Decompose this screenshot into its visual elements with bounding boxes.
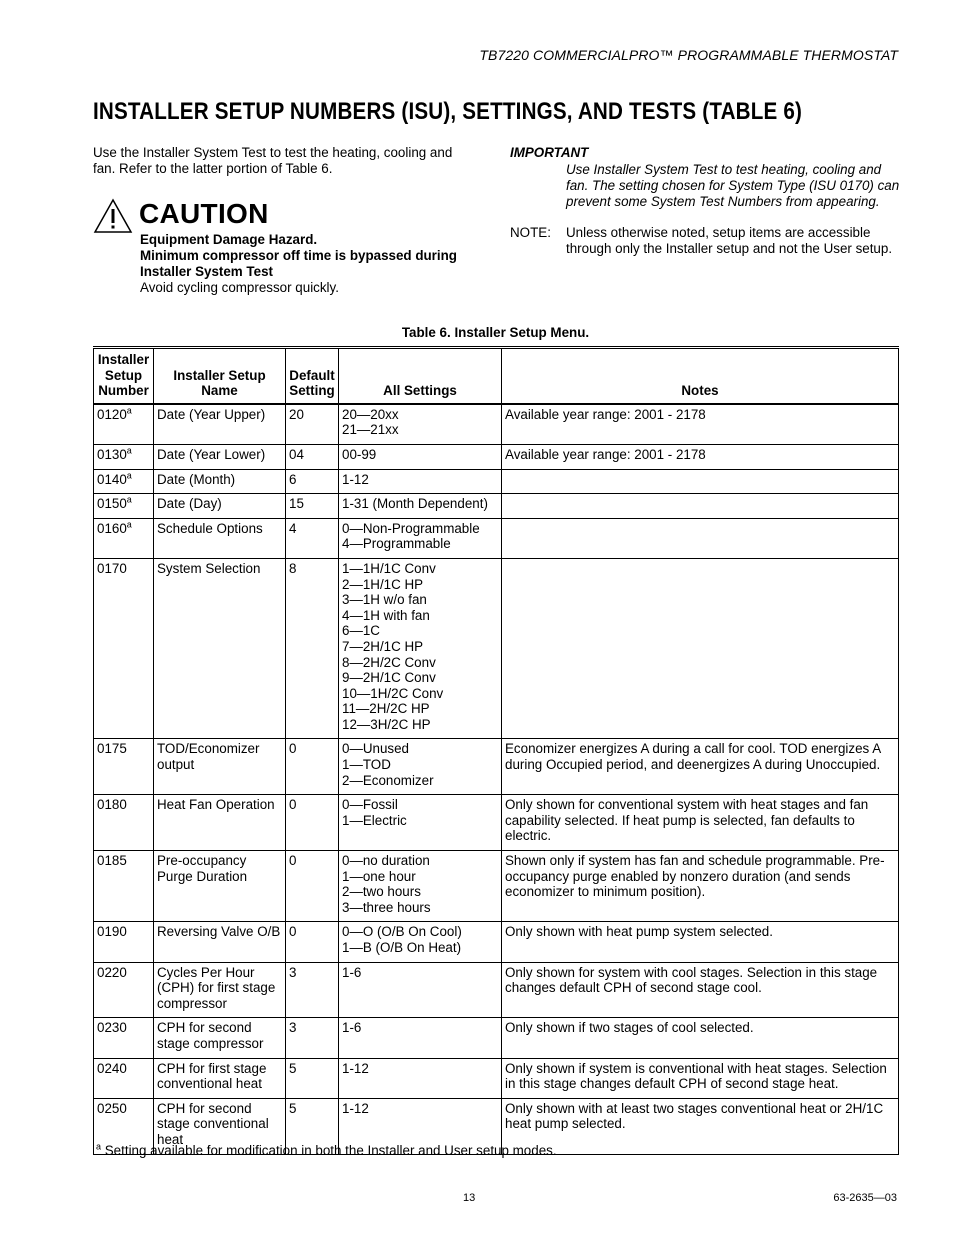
setup-number: 0180 xyxy=(97,797,127,813)
notes-cell: Available year range: 2001 - 2178 xyxy=(502,444,899,469)
setting-option: 2—two hours xyxy=(342,884,421,900)
setup-number-cell xyxy=(94,494,154,519)
setting-option: 0—no duration xyxy=(342,853,430,869)
notes-cell: Shown only if system has fan and schedule programmable. Pre-occupancy purge enabled by nonzero duration (and sends economizer to minimum position). xyxy=(502,851,899,922)
setting-option: 4—1H with fan xyxy=(342,607,430,623)
setup-number-cell xyxy=(94,518,154,558)
default-setting-cell: 0 xyxy=(286,922,339,962)
footnote-ref: a xyxy=(126,519,132,530)
setup-number: 0240 xyxy=(97,1060,127,1076)
setup-name-cell: TOD/Economizer output xyxy=(154,739,286,795)
setting-option: 1—one hour xyxy=(342,868,416,884)
setting-option: 8—2H/2C Conv xyxy=(342,654,436,670)
setup-number-cell xyxy=(94,962,154,1018)
setup-name-cell: Schedule Options xyxy=(154,518,286,558)
setup-name-cell: Heat Fan Operation xyxy=(154,795,286,851)
setting-option: 1-31 (Month Dependent) xyxy=(342,496,488,512)
notes-cell: Only shown with at least two stages conventional heat or 2H/1C heat pump selected. xyxy=(502,1098,899,1154)
notes-cell: Only shown for conventional system with heat stages and fan capability selected. If heat pump is selected, fan defaults to electric. xyxy=(502,795,899,851)
setting-option: 1—TOD xyxy=(342,757,391,773)
all-settings-cell xyxy=(339,1058,502,1098)
setup-name-cell: Reversing Valve O/B xyxy=(154,922,286,962)
setting-option: 3—three hours xyxy=(342,899,431,915)
table-row xyxy=(94,851,899,922)
table-body xyxy=(94,404,899,1154)
note-label: NOTE: xyxy=(510,225,551,240)
table-row xyxy=(94,1058,899,1098)
right-column xyxy=(510,145,905,257)
all-settings-cell xyxy=(339,444,502,469)
setup-number: 0190 xyxy=(97,924,127,940)
setting-option: 1-12 xyxy=(342,471,369,487)
setting-option: 1—1H/1C Conv xyxy=(342,560,436,576)
setup-number-cell xyxy=(94,558,154,739)
default-setting-cell: 20 xyxy=(286,404,339,445)
default-setting-cell: 3 xyxy=(286,962,339,1018)
setting-option: 1-12 xyxy=(342,1060,369,1076)
all-settings-cell xyxy=(339,469,502,494)
note xyxy=(510,225,905,257)
notes-cell xyxy=(502,494,899,519)
setup-number-cell xyxy=(94,851,154,922)
table-row xyxy=(94,962,899,1018)
footnote-ref: a xyxy=(126,405,132,416)
footnote-marker: a xyxy=(96,1141,102,1152)
all-settings-cell xyxy=(339,739,502,795)
caution-body xyxy=(140,232,490,296)
all-settings-cell xyxy=(339,558,502,739)
setup-number-cell xyxy=(94,404,154,445)
setting-option: 1—B (O/B On Heat) xyxy=(342,940,462,955)
notes-cell: Available year range: 2001 - 2178 xyxy=(502,404,899,445)
setup-number: 0130 xyxy=(97,446,127,462)
setting-option: 21—21xx xyxy=(342,422,399,438)
notes-cell: Only shown for system with cool stages. Selection in this stage changes default CPH of second stage cool. xyxy=(502,962,899,1018)
footnote-ref: a xyxy=(126,470,132,481)
setup-name-cell: Date (Day) xyxy=(154,494,286,519)
setup-name-cell: CPH for first stage conventional heat xyxy=(154,1058,286,1098)
notes-cell: Only shown with heat pump system selected. xyxy=(502,922,899,962)
caution-heading: CAUTION xyxy=(139,198,269,229)
notes-cell: Only shown if system is conventional with heat stages. Selection in this stage changes default CPH of second stage heat. xyxy=(502,1058,899,1098)
setup-name-cell: Date (Month) xyxy=(154,469,286,494)
footnote xyxy=(96,1143,557,1158)
setup-number-cell xyxy=(94,1018,154,1058)
table-row xyxy=(94,518,899,558)
table-row xyxy=(94,922,899,962)
default-setting-cell: 0 xyxy=(286,739,339,795)
caution-line-2: Minimum compressor off time is bypassed during Installer System Test xyxy=(140,248,457,279)
setup-number: 0150 xyxy=(97,496,127,512)
warning-triangle-icon xyxy=(93,198,133,234)
setting-option: 1—Electric xyxy=(342,812,407,828)
setup-number-cell xyxy=(94,922,154,962)
setup-name-cell: Pre-occupancy Purge Duration xyxy=(154,851,286,922)
setup-name-cell: CPH for second stage conventional heat xyxy=(154,1098,286,1154)
setup-name-cell: Date (Year Upper) xyxy=(154,404,286,445)
setting-option: 1-6 xyxy=(342,1020,362,1036)
setting-option: 1-6 xyxy=(342,964,362,980)
setup-name-cell: System Selection xyxy=(154,558,286,739)
footnote-text: Setting available for modification in both the Installer and User setup modes. xyxy=(104,1143,557,1158)
default-setting-cell: 5 xyxy=(286,1058,339,1098)
table-row xyxy=(94,795,899,851)
setting-option: 10—1H/2C Conv xyxy=(342,685,444,701)
notes-cell xyxy=(502,469,899,494)
setup-number-cell xyxy=(94,444,154,469)
all-settings-cell xyxy=(339,1018,502,1058)
table-header-row xyxy=(94,348,899,404)
default-setting-cell: 5 xyxy=(286,1098,339,1154)
setting-option: 3—1H w/o fan xyxy=(342,592,427,608)
important-text: Use Installer System Test to test heating, cooling and fan. The setting chosen for System Type (ISU 0170) can prevent some System Test Numbers from appearing. xyxy=(566,162,900,209)
setup-number: 0140 xyxy=(97,471,127,487)
column-header: Default Setting xyxy=(286,348,339,404)
setup-number-cell xyxy=(94,795,154,851)
setting-option: 6—1C xyxy=(342,623,380,639)
all-settings-cell xyxy=(339,518,502,558)
setup-number-cell xyxy=(94,469,154,494)
setting-option: 20—20xx xyxy=(342,406,399,422)
setup-number: 0185 xyxy=(97,853,127,869)
setup-number: 0175 xyxy=(97,741,127,757)
default-setting-cell: 6 xyxy=(286,469,339,494)
notes-cell: Economizer energizes A during a call for cool. TOD energizes A during Occupied period, and deenergizes A during Unoccupied. xyxy=(502,739,899,795)
setup-number: 0230 xyxy=(97,1020,127,1036)
setup-name-cell: Date (Year Lower) xyxy=(154,444,286,469)
note-text: Unless otherwise noted, setup items are accessible through only the Installer setup and not the User setup. xyxy=(566,225,893,256)
setup-number-cell xyxy=(94,739,154,795)
setting-option: 00-99 xyxy=(342,446,377,462)
setting-option: 2—1H/1C HP xyxy=(342,576,424,592)
table-row xyxy=(94,404,899,445)
setup-number: 0170 xyxy=(97,560,127,576)
default-setting-cell: 15 xyxy=(286,494,339,519)
setting-option: 4—Programmable xyxy=(342,536,451,552)
setting-option: 11—2H/2C HP xyxy=(342,701,430,717)
setup-number-cell xyxy=(94,1058,154,1098)
running-header: TB7220 COMMERCIALPRO™ PROGRAMMABLE THERMOSTAT xyxy=(479,47,898,63)
setting-option: 9—2H/1C Conv xyxy=(342,670,436,686)
all-settings-cell xyxy=(339,494,502,519)
setting-option: 2—Economizer xyxy=(342,772,434,788)
setting-option: 0—Unused xyxy=(342,741,409,757)
all-settings-cell xyxy=(339,795,502,851)
default-setting-cell: 0 xyxy=(286,851,339,922)
setup-number: 0220 xyxy=(97,964,127,980)
setting-option: 0—Non-Programmable xyxy=(342,520,480,536)
column-header: Installer Setup Name xyxy=(154,348,286,404)
table-row xyxy=(94,739,899,795)
setting-option: 12—3H/2C HP xyxy=(342,716,431,732)
table-row xyxy=(94,469,899,494)
table-row xyxy=(94,494,899,519)
all-settings-cell xyxy=(339,404,502,445)
installer-setup-table xyxy=(93,346,899,1155)
document-number: 63-2635—03 xyxy=(833,1192,897,1204)
notes-cell xyxy=(502,518,899,558)
setup-number: 0120 xyxy=(97,406,127,422)
all-settings-cell xyxy=(339,851,502,922)
default-setting-cell: 4 xyxy=(286,518,339,558)
default-setting-cell: 3 xyxy=(286,1018,339,1058)
caution-line-1: Equipment Damage Hazard. xyxy=(140,232,318,247)
notes-cell xyxy=(502,558,899,739)
column-header: Notes xyxy=(502,348,899,404)
setting-option: 1-12 xyxy=(342,1100,369,1116)
intro-paragraph: Use the Installer System Test to test the heating, cooling and fan. Refer to the latter portion of Table 6. xyxy=(93,145,453,176)
column-header: Installer Setup Number xyxy=(94,348,154,404)
setting-option: 7—2H/1C HP xyxy=(342,638,424,654)
table-caption: Table 6. Installer Setup Menu. xyxy=(401,325,590,340)
notes-cell: Only shown if two stages of cool selected. xyxy=(502,1018,899,1058)
important-label: IMPORTANT xyxy=(510,145,589,160)
default-setting-cell: 0 xyxy=(286,795,339,851)
default-setting-cell: 8 xyxy=(286,558,339,739)
default-setting-cell: 04 xyxy=(286,444,339,469)
setting-option: 0—Fossil xyxy=(342,797,398,813)
all-settings-cell xyxy=(339,962,502,1018)
caution-line-3: Avoid cycling compressor quickly. xyxy=(140,280,339,295)
footnote-ref: a xyxy=(126,494,132,505)
setup-name-cell: CPH for second stage compressor xyxy=(154,1018,286,1058)
setup-name-cell: Cycles Per Hour (CPH) for first stage compressor xyxy=(154,962,286,1018)
footnote-ref: a xyxy=(126,445,132,456)
setup-number: 0250 xyxy=(97,1100,127,1116)
table-row xyxy=(94,1018,899,1058)
table-row xyxy=(94,444,899,469)
setup-number: 0160 xyxy=(97,520,127,536)
column-header: All Settings xyxy=(339,348,502,404)
setting-option: 0—O (O/B On Cool) xyxy=(342,924,462,940)
page-number: 13 xyxy=(463,1192,476,1204)
table-row xyxy=(94,558,899,739)
all-settings-cell xyxy=(339,922,502,962)
page-title: INSTALLER SETUP NUMBERS (ISU), SETTINGS, AND TESTS (TABLE 6) xyxy=(93,98,803,125)
